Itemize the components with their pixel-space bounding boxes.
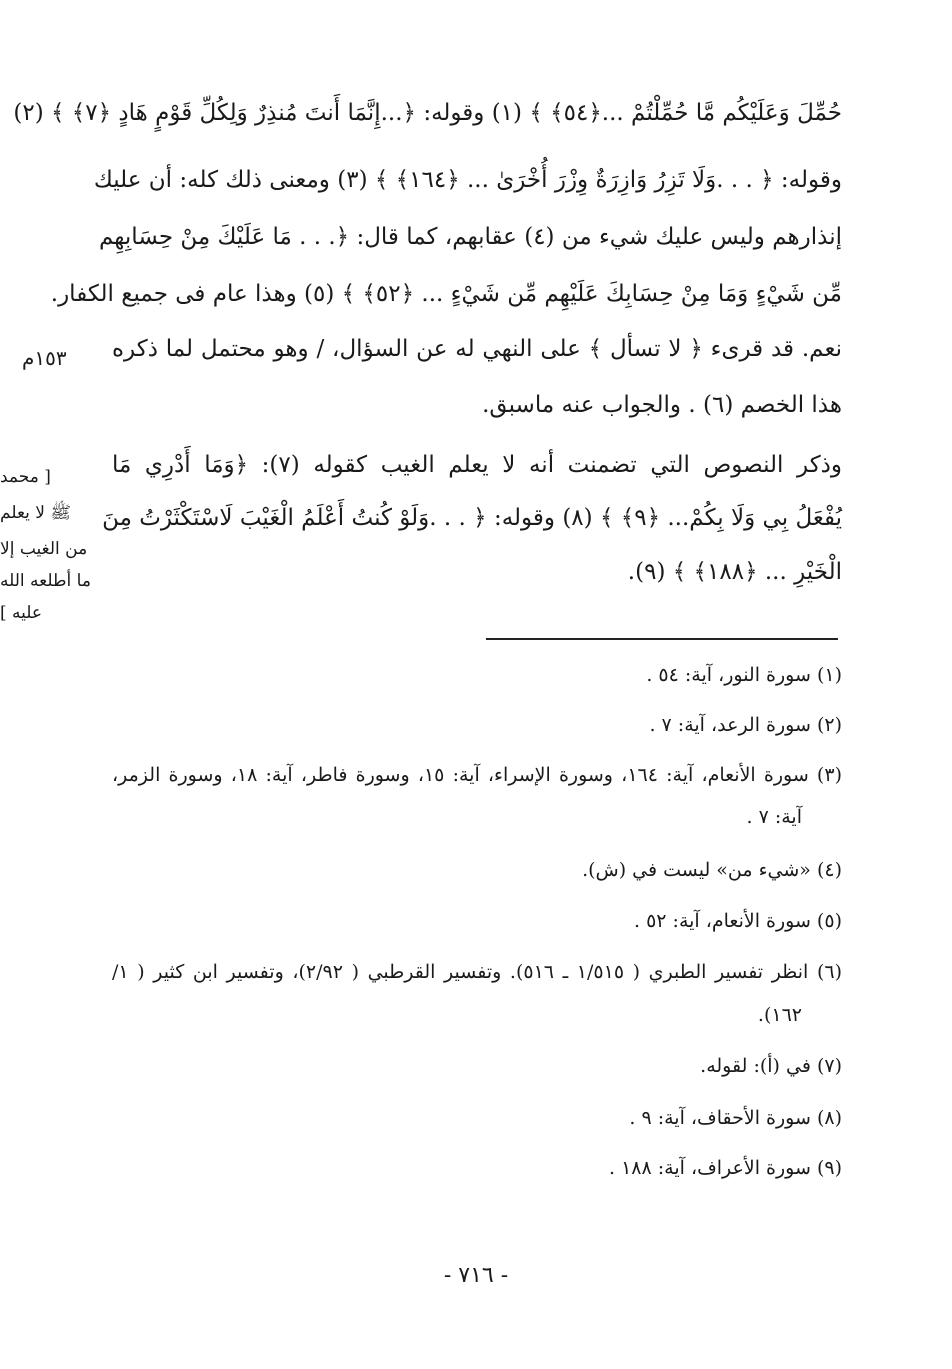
body-line-3: إنذارهم وليس عليك شيء من (٤) عقابهم، كما قال: ﴿. . . مَا عَلَيْكَ مِنْ حِسَابِهِم [99, 224, 842, 250]
body-line-8: يُفْعَلُ بِي وَلَا بِكُمْ... ﴿٩﴾ ﴾ (٨) وقوله: ﴿ . . .وَلَوْ كُنتُ أَعْلَمُ الْغَيْبَ لَاسْتَكْثَرْتُ مِنَ [102, 505, 842, 531]
footnote-6: (٦) انظر تفسير الطبري ( ١/٥١٥ ـ ٥١٦). وتفسير القرطبي ( ٢/٩٢)، وتفسير ابن كثير ( ١/ [112, 961, 843, 983]
footnote-5: (٥) سورة الأنعام، آية: ٥٢ . [633, 910, 842, 932]
footnote-separator [486, 638, 838, 640]
body-line-2: وقوله: ﴿ . . .وَلَا تَزِرُ وَازِرَةٌ وِزْرَ أُخْرَىٰ ... ﴿١٦٤﴾ ﴾ (٣) ومعنى ذلك كله: أن عليك [93, 167, 842, 193]
footnote-9: (٩) سورة الأعراف، آية: ١٨٨ . [609, 1157, 842, 1179]
body-line-1: حُمِّلَ وَعَلَيْكُم مَّا حُمِّلْتُمْ ...﴿٥٤﴾ ﴾ (١) وقوله: ﴿...إِنَّمَا أَنتَ مُنذِرٌ وَلِكُلِّ قَوْمٍ هَادٍ ﴿٧﴾ ﴾ (٢) [13, 100, 842, 126]
footnote-4: (٤) «شيء من» ليست في (ش). [582, 859, 842, 881]
footnote-8: (٨) سورة الأحقاف، آية: ٩ . [629, 1107, 842, 1129]
page-number: - ٧١٦ - [443, 1263, 509, 1288]
footnote-3-continued: آية: ٧ . [746, 806, 802, 828]
body-line-7: وذكر النصوص التي تضمنت أنه لا يعلم الغيب كقوله (٧): ﴿وَمَا أَدْرِي مَا [112, 452, 842, 478]
footnote-7: (٧) في (أ): لقوله. [700, 1055, 842, 1077]
side-note-line-2: ﷺ لا يعلم [0, 503, 71, 523]
body-line-9: الْخَيْرِ ... ﴿١٨٨﴾ ﴾ (٩). [627, 559, 842, 585]
body-line-6: هذا الخصم (٦) . والجواب عنه ماسبق. [482, 392, 842, 418]
side-note-line-5: عليه ] [0, 603, 43, 623]
footnote-3: (٣) سورة الأنعام، آية: ١٦٤، وسورة الإسراء، آية: ١٥، وسورة فاطر، آية: ١٨، وسورة الزمر، [112, 764, 842, 786]
footnote-1: (١) سورة النور، آية: ٥٤ . [646, 664, 842, 686]
footnote-2: (٢) سورة الرعد، آية: ٧ . [649, 714, 842, 736]
side-note-line-3: من الغيب إلا [0, 539, 88, 559]
side-note-line-1: [ محمد [0, 467, 51, 487]
body-line-5: نعم. قد قرىء ﴿ لا تسأل ﴾ على النهي له عن السؤال، / وهو محتمل لما ذكره [112, 336, 842, 362]
footnote-6-continued: ١٦٢). [757, 1004, 802, 1026]
body-line-4: مِّن شَيْءٍ وَمَا مِنْ حِسَابِكَ عَلَيْهِم مِّن شَيْءٍ ... ﴿٥٢﴾ ﴾ (٥) وهذا عام فى جميع الكفار. [50, 281, 842, 307]
manuscript-page-marker: ١٥٣م [22, 346, 67, 370]
side-note-line-4: ما أطلعه الله [0, 571, 91, 591]
